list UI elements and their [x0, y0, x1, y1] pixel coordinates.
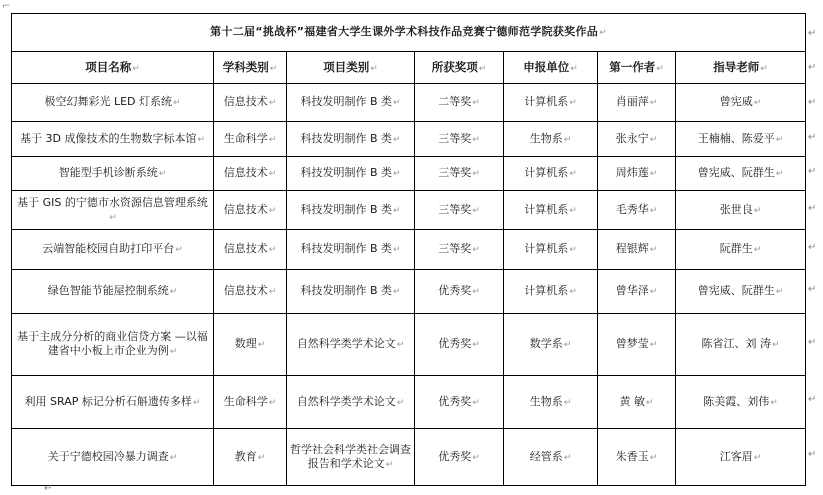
header-award: 所获奖项: [431, 59, 478, 74]
paragraph-mark: ↵: [649, 98, 658, 108]
unit: 计算机系: [524, 166, 569, 179]
paragraph-mark: ↵: [192, 397, 201, 408]
paragraph-mark: ↵: [563, 397, 572, 408]
paragraph-mark: ↵: [569, 169, 577, 179]
first-author: 黄 敏: [619, 394, 645, 408]
row-end-mark: ↵: [808, 284, 817, 295]
header-cell: [12, 52, 214, 84]
category: 自然科学类学术论文: [296, 337, 396, 350]
category: 科技发明制作 B 类: [300, 131, 392, 145]
project-name: 云端智能校园自助打印平台: [42, 242, 175, 255]
paragraph-mark: ↵: [169, 287, 178, 297]
header-unit: 申报单位: [523, 59, 570, 74]
cell-category: [287, 122, 415, 157]
end-of-document-mark: ↵: [44, 483, 53, 494]
paragraph-mark: ↵: [472, 205, 480, 216]
paragraph-mark: ↵: [132, 63, 140, 74]
cell-unit: [504, 314, 598, 376]
cell-discipline: [214, 84, 287, 122]
table-row: [12, 191, 806, 230]
paragraph-mark: ↵: [257, 340, 266, 350]
paragraph-mark: ↵: [268, 287, 277, 297]
cell-award: [415, 157, 504, 191]
cell-advisor: [676, 84, 806, 122]
cell-advisor: [676, 230, 806, 270]
first-author: 毛秀华: [615, 202, 649, 216]
advisor: 江客眉: [719, 449, 753, 463]
header-row: [12, 52, 806, 84]
paragraph-mark: ↵: [570, 63, 578, 74]
row-end-mark: ↵: [808, 166, 817, 177]
cell-discipline: [214, 314, 287, 376]
paragraph-mark: ↵: [269, 63, 278, 74]
award: 二等奖: [438, 95, 472, 108]
advisor: 张世良: [719, 202, 753, 216]
award: 三等奖: [438, 166, 472, 179]
cell-advisor: [676, 191, 806, 230]
paragraph-mark: ↵: [109, 212, 117, 223]
header-project-name: 项目名称: [85, 59, 132, 74]
unit: 计算机系: [524, 95, 569, 108]
paragraph-mark: ↵: [649, 169, 658, 179]
paragraph-mark: ↵: [478, 63, 487, 74]
row-end-mark: ↵: [808, 28, 817, 39]
header-cell: [415, 52, 504, 84]
paragraph-mark: ↵: [753, 245, 762, 255]
paragraph-mark: ↵: [649, 287, 658, 297]
header-category: 项目类别: [323, 59, 370, 74]
paragraph-mark: ↵: [775, 169, 784, 179]
paragraph-mark: ↵: [649, 452, 658, 463]
cell-first-author: [598, 270, 676, 314]
paragraph-mark: ↵: [472, 134, 480, 145]
cell-discipline: [214, 376, 287, 429]
project-name: 基于 3D 成像技术的生物数字标本馆: [19, 131, 197, 145]
award: 三等奖: [438, 242, 472, 255]
discipline: 生命科学: [223, 131, 268, 145]
paragraph-mark: ↵: [645, 397, 654, 408]
advisor: 曾宪威、阮群生: [697, 284, 775, 297]
paragraph-mark: ↵: [472, 98, 480, 108]
paragraph-mark: ↵: [393, 98, 401, 108]
paragraph-mark: ↵: [268, 205, 277, 216]
cell-advisor: [676, 157, 806, 191]
row-end-mark: ↵: [808, 449, 817, 460]
discipline: 信息技术: [223, 284, 268, 297]
cell-unit: [504, 122, 598, 157]
cell-unit: [504, 84, 598, 122]
advisor: 王楠楠、陈爱平: [697, 131, 775, 145]
paragraph-mark: ↵: [649, 134, 658, 145]
paragraph-mark: ↵: [599, 28, 607, 38]
paragraph-mark: ↵: [760, 63, 768, 74]
advisor: 阮群生: [719, 242, 753, 255]
cell-project: [12, 429, 214, 486]
paragraph-mark: ↵: [268, 397, 277, 408]
advisor: 陈美霞、刘伟: [703, 394, 770, 408]
paragraph-mark: ↵: [175, 245, 183, 255]
paragraph-mark: ↵: [173, 98, 181, 108]
unit: 经管系: [529, 449, 563, 463]
table-title-cell: [12, 14, 806, 52]
header-cell: [504, 52, 598, 84]
cell-discipline: [214, 191, 287, 230]
table-row: [12, 230, 806, 270]
first-author: 曾梦莹: [615, 337, 649, 350]
table-row: [12, 157, 806, 191]
cell-unit: [504, 230, 598, 270]
unit: 数学系: [529, 337, 563, 350]
paragraph-mark: ↵: [396, 340, 405, 350]
first-author: 朱香玉: [615, 449, 649, 463]
cell-project: [12, 122, 214, 157]
cell-award: [415, 230, 504, 270]
cell-advisor: [676, 376, 806, 429]
paragraph-mark: ↵: [169, 452, 178, 463]
table-row: [12, 314, 806, 376]
paragraph-mark: ↵: [472, 169, 480, 179]
unit: 生物系: [529, 131, 563, 145]
cell-category: [287, 376, 415, 429]
cell-first-author: [598, 84, 676, 122]
cell-unit: [504, 429, 598, 486]
cell-project: [12, 376, 214, 429]
table-title: 第十二届“挑战杯”福建省大学生课外学术科技作品竞赛宁德师范学院获奖作品: [210, 25, 599, 38]
project-name: 智能型手机诊断系统: [58, 166, 158, 179]
paragraph-mark: ↵: [393, 169, 401, 179]
unit: 计算机系: [524, 202, 569, 216]
paragraph-mark: ↵: [563, 134, 572, 145]
paragraph-mark: ↵: [472, 397, 480, 408]
award: 优秀奖: [438, 337, 472, 350]
cell-project: [12, 84, 214, 122]
paragraph-mark: ↵: [158, 169, 167, 179]
cell-project: [12, 314, 214, 376]
table-row: [12, 376, 806, 429]
table-row: [12, 84, 806, 122]
cell-award: [415, 84, 504, 122]
cell-category: [287, 429, 415, 486]
paragraph-mark: ↵: [569, 98, 577, 108]
award: 优秀奖: [438, 394, 472, 408]
table-row: [12, 122, 806, 157]
advisor: 曾宪威、阮群生: [697, 166, 775, 179]
paragraph-mark: ↵: [268, 98, 277, 108]
paragraph-mark: ↵: [268, 134, 277, 145]
paragraph-mark: ↵: [753, 205, 762, 216]
paragraph-mark: ↵: [472, 287, 480, 297]
cell-category: [287, 314, 415, 376]
cell-category: [287, 84, 415, 122]
cell-project: [12, 157, 214, 191]
paragraph-mark: ↵: [569, 287, 577, 297]
award-table: [11, 13, 806, 486]
header-first-author: 第一作者: [609, 59, 656, 74]
table-row: [12, 270, 806, 314]
paragraph-mark: ↵: [775, 287, 784, 297]
cell-first-author: [598, 376, 676, 429]
award-table-body: [12, 14, 806, 486]
cell-discipline: [214, 157, 287, 191]
discipline: 数理: [234, 337, 257, 350]
paragraph-mark: ↵: [772, 340, 780, 350]
category: 自然科学类学术论文: [296, 394, 396, 408]
cell-unit: [504, 157, 598, 191]
discipline: 信息技术: [223, 95, 268, 108]
cell-discipline: [214, 230, 287, 270]
cell-first-author: [598, 122, 676, 157]
cell-advisor: [676, 270, 806, 314]
advisor: 陈省江、刘 涛: [701, 337, 772, 350]
row-end-mark: ↵: [808, 394, 817, 405]
header-cell: [214, 52, 287, 84]
header-cell: [676, 52, 806, 84]
paragraph-mark: ↵: [775, 134, 784, 145]
cell-unit: [504, 191, 598, 230]
cell-award: [415, 376, 504, 429]
paragraph-mark: ↵: [393, 245, 401, 255]
project-name: 利用 SRAP 标记分析石斛遗传多样: [24, 394, 192, 408]
award: 优秀奖: [438, 449, 472, 463]
paragraph-mark: ↵: [649, 245, 658, 255]
paragraph-mark: ↵: [563, 452, 572, 463]
header-discipline: 学科类别: [222, 59, 269, 74]
advisor: 曾宪威: [719, 95, 753, 108]
cell-award: [415, 270, 504, 314]
paragraph-mark: ↵: [472, 340, 480, 350]
cell-advisor: [676, 314, 806, 376]
category: 哲学社会科学类社会调查报告和学术论文: [290, 442, 411, 470]
paragraph-mark: ↵: [396, 397, 405, 408]
row-end-mark: ↵: [808, 242, 817, 253]
first-author: 张永宁: [615, 131, 649, 145]
project-name: 基于 GIS 的宁德市水资源信息管理系统: [17, 195, 208, 209]
category: 科技发明制作 B 类: [300, 202, 392, 216]
first-author: 周炜莲: [615, 166, 649, 179]
paragraph-mark: ↵: [385, 459, 394, 470]
project-name: 绿色智能节能屋控制系统: [47, 284, 169, 297]
paragraph-mark: ↵: [753, 452, 762, 463]
paragraph-mark: ↵: [257, 452, 266, 463]
paragraph-mark: ↵: [197, 134, 205, 145]
cell-award: [415, 191, 504, 230]
cell-first-author: [598, 429, 676, 486]
paragraph-mark: ↵: [393, 287, 401, 297]
cell-advisor: [676, 122, 806, 157]
cell-category: [287, 270, 415, 314]
paragraph-mark: ↵: [268, 245, 277, 255]
cell-first-author: [598, 157, 676, 191]
discipline: 信息技术: [223, 202, 268, 216]
paragraph-mark: ↵: [370, 63, 378, 74]
cell-first-author: [598, 230, 676, 270]
paragraph-mark: ↵: [649, 340, 658, 350]
category: 科技发明制作 B 类: [300, 242, 392, 255]
project-name: 基于主成分分析的商业信贷方案 —以福建省中小板上市企业为例: [17, 330, 208, 357]
discipline: 教育: [234, 449, 257, 463]
paragraph-mark: ↵: [393, 205, 401, 216]
cell-category: [287, 157, 415, 191]
paragraph-mark: ↵: [656, 63, 664, 74]
header-advisor: 指导老师: [713, 59, 760, 74]
cell-first-author: [598, 191, 676, 230]
cell-advisor: [676, 429, 806, 486]
paragraph-mark: ↵: [569, 245, 577, 255]
paragraph-mark: ↵: [393, 134, 401, 145]
cell-award: [415, 122, 504, 157]
cell-award: [415, 314, 504, 376]
paragraph-mark: ↵: [569, 205, 577, 216]
paragraph-mark: ↵: [649, 205, 658, 216]
cell-project: [12, 191, 214, 230]
category: 科技发明制作 B 类: [300, 95, 392, 108]
cell-unit: [504, 376, 598, 429]
header-cell: [598, 52, 676, 84]
title-row: [12, 14, 806, 52]
cell-first-author: [598, 314, 676, 376]
cell-project: [12, 230, 214, 270]
row-end-mark: ↵: [808, 97, 817, 108]
paragraph-mark: ↵: [472, 452, 480, 463]
cell-discipline: [214, 122, 287, 157]
category: 科技发明制作 B 类: [300, 166, 392, 179]
paragraph-mark: ↵: [753, 98, 762, 108]
cell-project: [12, 270, 214, 314]
award: 三等奖: [438, 131, 472, 145]
cell-category: [287, 191, 415, 230]
row-end-mark: ↵: [808, 337, 817, 348]
cell-discipline: [214, 429, 287, 486]
row-end-mark: ↵: [808, 203, 817, 214]
table-row: [12, 429, 806, 486]
project-name: 极空幻舞彩光 LED 灯系统: [44, 95, 172, 108]
award: 三等奖: [438, 202, 472, 216]
paragraph-mark: ↵: [770, 397, 778, 408]
cell-discipline: [214, 270, 287, 314]
unit: 生物系: [529, 394, 563, 408]
discipline: 信息技术: [223, 166, 268, 179]
cell-category: [287, 230, 415, 270]
first-author: 程银辉: [615, 242, 649, 255]
paragraph-mark: ↵: [268, 169, 277, 179]
first-author: 曾华泽: [615, 284, 649, 297]
paragraph-mark: ↵: [563, 340, 572, 350]
header-cell: [287, 52, 415, 84]
discipline: 信息技术: [223, 242, 268, 255]
category: 科技发明制作 B 类: [300, 284, 392, 297]
row-end-mark: ↵: [808, 62, 817, 73]
project-name: 关于宁德校园冷暴力调查: [47, 449, 169, 463]
cell-award: [415, 429, 504, 486]
first-author: 肖丽萍: [615, 95, 649, 108]
paragraph-mark: ↵: [472, 245, 480, 255]
discipline: 生命科学: [223, 394, 268, 408]
row-end-mark: ↵: [808, 132, 817, 143]
award: 优秀奖: [438, 284, 472, 297]
cell-unit: [504, 270, 598, 314]
paragraph-mark: ↵: [169, 347, 178, 357]
corner-crop-mark-top-left: ⌐: [2, 1, 11, 12]
unit: 计算机系: [524, 284, 569, 297]
unit: 计算机系: [524, 242, 569, 255]
